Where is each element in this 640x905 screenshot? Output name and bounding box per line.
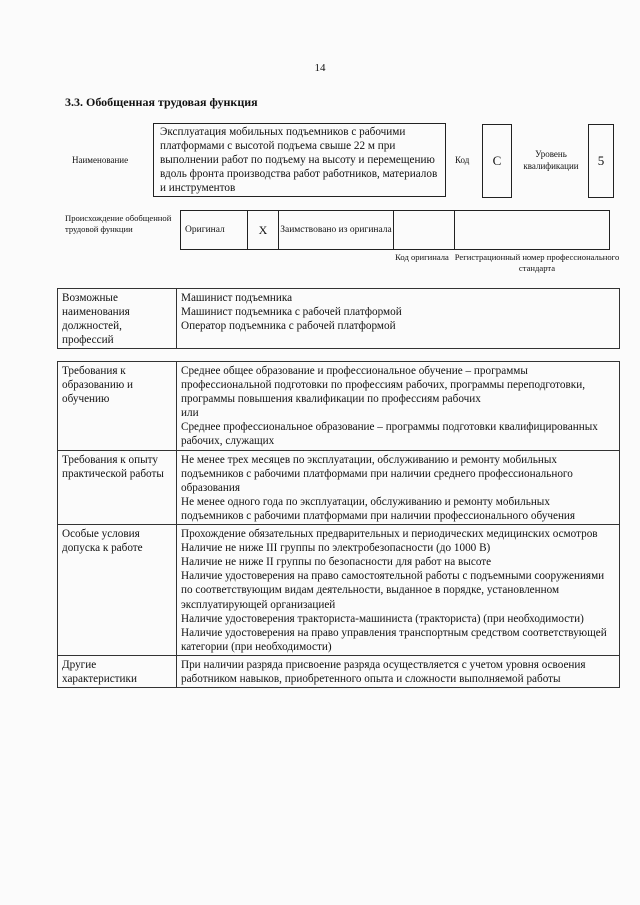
origin-table: [180, 210, 610, 250]
original-label: Оригинал: [181, 211, 248, 250]
section-title: 3.3. Обобщенная трудовая функция: [65, 95, 258, 109]
name-label: Наименование: [72, 155, 129, 165]
other-content: [177, 655, 620, 687]
requirement-item: или: [181, 407, 199, 420]
requirement-item: Прохождение обязательных предварительных и периодических медицинских осмотров: [181, 528, 598, 541]
origin-label: Происхождение обобщенной трудовой функции: [65, 213, 172, 234]
function-name-value: Эксплуатация мобильных подъемников с рабочими платформами с высотой подъема свыше 22 м при выполнении работ по подъему на высоту и перемещению вдоль фронта производства работ работников, материалов и инструментов: [153, 123, 446, 197]
original-code-cell: [394, 211, 455, 250]
original-code-caption: Код оригинала: [395, 252, 449, 262]
requirement-item: Не менее трех месяцев по эксплуатации, обслуживанию и ремонту мобильных подъемников с рабочими платформами при наличии среднего профессионального образования: [181, 453, 573, 494]
requirement-item: Среднее общее образование и профессиональное обучение – программы профессиональной подготовки по профессиям рабочих, программы переподготовки, программы повышения квалификации по профессиям рабочих: [181, 365, 586, 406]
code-value: C: [482, 124, 512, 198]
code-label: Код: [455, 155, 470, 165]
level-label: Уровень квалификации: [523, 149, 579, 171]
position-item: Оператор подъемника с рабочей платформой: [181, 320, 396, 333]
admission-row: [58, 525, 620, 656]
experience-content: [177, 450, 620, 524]
positions-table: [57, 288, 620, 349]
positions-label: Возможные наименования должностей, профессий: [58, 289, 177, 349]
experience-row: [58, 450, 620, 524]
original-mark: X: [248, 211, 279, 250]
position-item: Машинист подъемника: [181, 292, 293, 304]
requirement-item: Наличие удостоверения на право самостоятельной работы с подъемными сооружениями по соответствующим видам деятельности, выданное в порядке, установленном эксплуатирующей организацией: [181, 570, 605, 611]
page-number: 14: [314, 62, 326, 74]
admission-label: Особые условия допуска к работе: [58, 525, 177, 656]
position-item: Машинист подъемника с рабочей платформой: [181, 306, 402, 319]
education-row: [58, 362, 620, 451]
admission-content: [177, 525, 620, 656]
experience-label: Требования к опыту практической работы: [58, 450, 177, 524]
requirement-item: Наличие не ниже II группы по безопасности для работ на высоте: [181, 556, 492, 569]
requirements-table: [57, 361, 620, 688]
requirement-item: Наличие не ниже III группы по электробезопасности (до 1000 В): [181, 542, 491, 555]
requirement-item: Не менее одного года по эксплуатации, обслуживанию и ремонту мобильных подъемников с рабочими платформами при наличии профессионального обучения: [181, 495, 576, 522]
borrowed-label: Заимствовано из оригинала: [279, 211, 394, 250]
registration-number-caption: Регистрационный номер профессионального стандарта: [454, 252, 620, 273]
level-value: 5: [588, 124, 614, 198]
requirement-item: Наличие удостоверения на право управления транспортным средством соответствующей категории (при необходимости): [181, 626, 607, 653]
requirement-item: При наличии разряда присвоение разряда осуществляется с учетом уровня освоения работником навыков, приобретенного опыта и сложности выполняемой работы: [181, 658, 586, 685]
positions-list: [177, 289, 620, 349]
other-row: [58, 655, 620, 687]
requirement-item: Наличие удостоверения тракториста-машиниста (тракториста) (при необходимости): [181, 612, 584, 625]
requirement-item: Среднее профессиональное образование – программы подготовки квалифицированных рабочих, служащих: [181, 421, 598, 448]
education-content: [177, 362, 620, 451]
registration-number-cell: [455, 211, 610, 250]
education-label: Требования к образованию и обучению: [58, 362, 177, 451]
other-label: Другие характеристики: [58, 655, 177, 687]
